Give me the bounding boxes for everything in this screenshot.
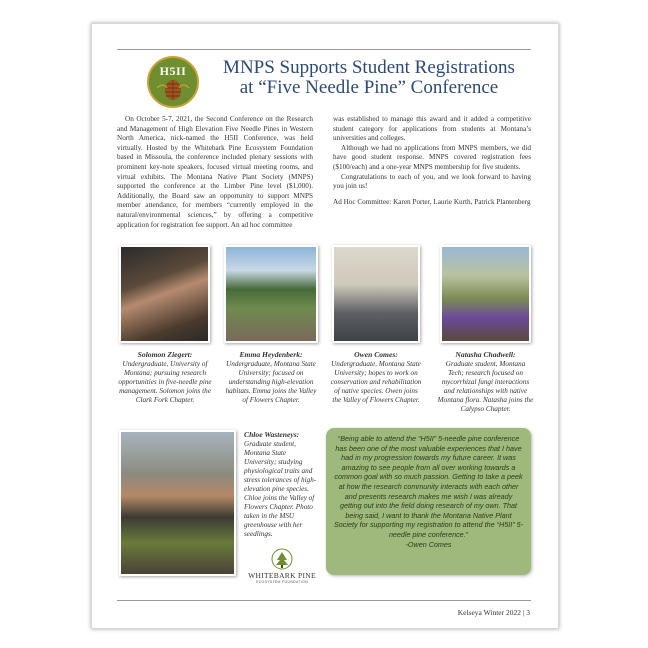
caption-natasha	[437, 350, 534, 414]
quote-author: -Owen Comes	[405, 539, 452, 549]
caption-owen	[329, 350, 423, 405]
caption-owen-name: Owen Comes:	[354, 350, 398, 359]
article-col1-text: On October 5-7, 2021, the Second Conference on the Research and Management of High Elevation Five Needle Pines in Western North America, nick-named the H5II Conference, was held virtually. Hosted by the Whitebark Pine Ecosystem Foundation based in Missoula, the conference included plenary sessions with prominent key-note speakers, focused virtual meeting rooms, and virtual exhibits. The Montana Native Plant Society (MNPS) supported the conference at the Limber Pine level ($1,000). Additionally, the Board saw an opportunity to support MNPS member attendance, for members “currently employed in the natural/environmental sciences,” by offering a competitive application for registration fee support. An ad hoc committee	[117, 115, 313, 229]
page-footer: Kelseya Winter 2022 | 3	[457, 608, 530, 617]
article-column-1	[117, 115, 313, 230]
article-col2-p1: was established to manage this award and it added a competitive student category for applications from students at Montana’s universities and colleges.	[333, 115, 531, 143]
quote-body: “Being able to attend the “H5II” 5-needle pine conference has been one of the most valuable experiences that I have had in my progression towards my future career. It was amazing to see people from all over working towards a common goal with so much passion. Getting to take a peek at how the research community interacts with each other and presents research makes me wish I was already getting out into the field doing research of my own. That being said, I want to thank the Montana Native Plant Society for supporting my registration to attend the “H5II” 5-needle pine conference.”	[334, 434, 523, 539]
quote-box	[326, 428, 531, 575]
whitebark-logo-text	[244, 571, 320, 584]
caption-emma-name: Emma Heydenberk:	[239, 350, 303, 359]
caption-natasha-desc: Graduate student, Montana Tech; research focused on mycorrhizal fungi interactions and relationships with native Montana flora. Natasha joins the Calypso Chapter.	[437, 360, 534, 413]
caption-chloe-name: Chloe Wasteneys:	[244, 430, 300, 439]
photo-chloe	[119, 430, 236, 576]
caption-chloe-desc: Graduate student, Montana State University; studying physiological traits and stress tolerances of high-elevation pine species. Chloe joins the Valley of Flowers Chapter. Photo taken in the MSU greenhouse with her seedlings.	[244, 440, 317, 538]
h5ii-logo	[147, 56, 199, 108]
caption-solomon	[117, 350, 213, 405]
article-col2-p3: Congratulations to each of you, and we look forward to having you join us!	[333, 172, 531, 191]
photo-solomon	[119, 245, 210, 343]
caption-solomon-name: Solomon Ziegert:	[137, 350, 193, 359]
top-rule	[117, 49, 531, 50]
caption-emma-desc: Undergraduate, Montana State University; focused on understanding high-elevation habitats. Emma joins the Valley of Flowers Chapter.	[225, 360, 317, 404]
whitebark-sub: ECOSYSTEM FOUNDATION	[256, 580, 308, 584]
page-title	[208, 58, 530, 98]
caption-owen-desc: Undergraduate, Montana State University; hopes to work on conservation and rehabilitation of native species. Owen joins the Valley of Flowers Chapter.	[330, 360, 422, 404]
photo-natasha	[440, 245, 531, 343]
caption-chloe	[244, 430, 320, 539]
photo-emma	[224, 245, 318, 343]
quote-text	[334, 434, 523, 549]
caption-emma	[222, 350, 320, 405]
article-col2-p2: Although we had no applications from MNPS members, we did have good student response. MNPS covered registration fees ($100/each) and a one-year MNPS membership for five students.	[333, 143, 531, 171]
article-col2-p4: Ad Hoc Committee: Karen Porter, Laurie Kurth, Patrick Plantenberg	[333, 197, 531, 206]
photo-owen	[332, 245, 420, 343]
whitebark-tree-icon	[270, 548, 294, 570]
bottom-rule	[117, 600, 531, 601]
title-line1: MNPS Supports Student Registrations	[223, 57, 515, 78]
pinecone-icon	[149, 58, 197, 106]
caption-natasha-name: Natasha Chadwell:	[455, 350, 516, 359]
caption-solomon-desc: Undergraduate, University of Montana; pursuing research opportunities in five-needle pine management. Solomon joins the Clark Fork Chapter.	[118, 360, 212, 404]
logo-text: H5II	[159, 64, 187, 78]
title-line2: at “Five Needle Pine” Conference	[239, 77, 499, 98]
article-column-2	[333, 115, 531, 207]
whitebark-name: WHITEBARK PINE	[248, 571, 316, 580]
